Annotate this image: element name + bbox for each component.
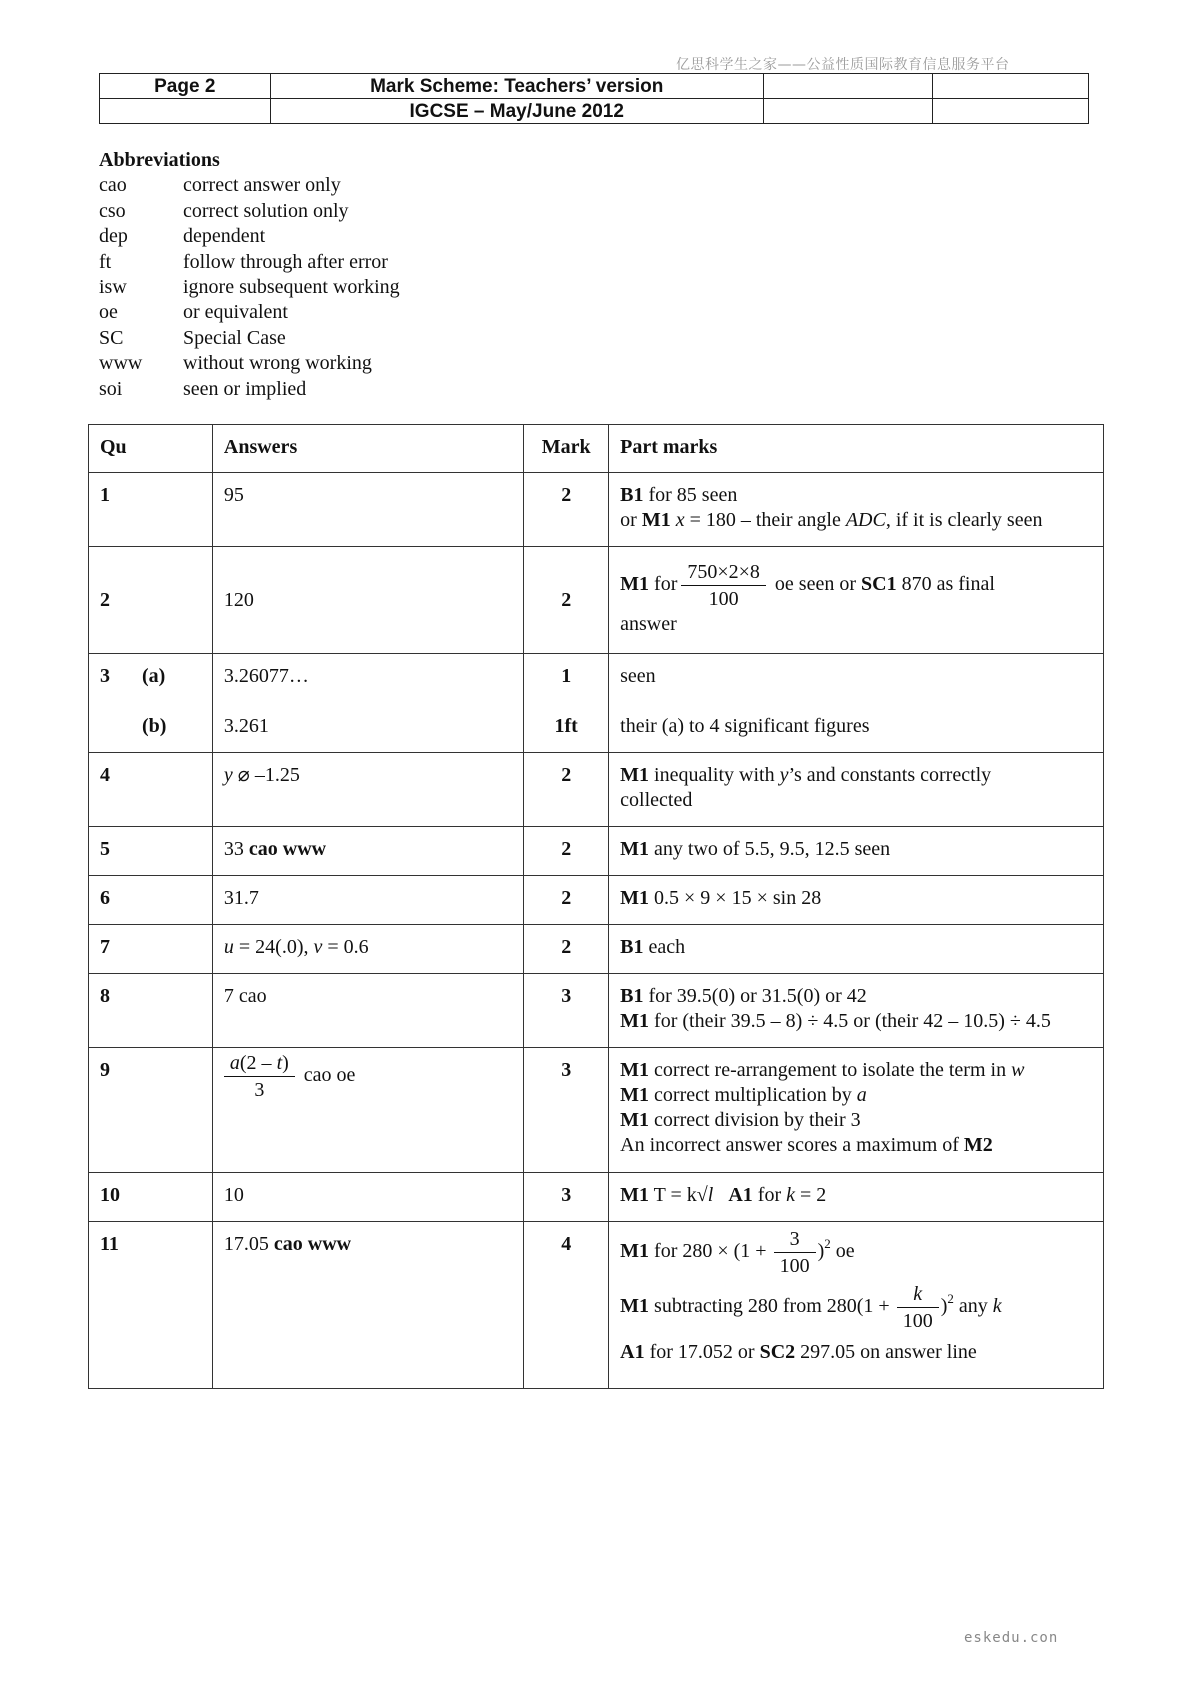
fraction-numerator	[224, 1050, 295, 1077]
table-row	[89, 876, 1104, 925]
exponent: 2	[947, 1291, 954, 1307]
answer-qualifier: cao www	[248, 838, 327, 860]
math-var: a	[229, 1052, 240, 1074]
part-text	[713, 1184, 728, 1206]
abbreviation-meaning: or equivalent	[183, 301, 288, 324]
math-var: k	[786, 1184, 796, 1206]
abbreviation-item	[99, 300, 400, 325]
mark-cell: 2	[524, 827, 609, 876]
part-text: for	[649, 573, 678, 596]
table-row	[89, 753, 1104, 827]
abbreviation-item	[99, 199, 400, 224]
abbreviation-code: oe	[99, 301, 118, 324]
part-text: = 2	[795, 1184, 827, 1206]
mark-code: M1	[620, 573, 650, 596]
abbreviation-code: isw	[99, 276, 127, 299]
exam-session: IGCSE – May/June 2012	[270, 99, 763, 124]
abbreviation-item	[99, 250, 400, 275]
abbreviation-code: soi	[99, 377, 123, 400]
mark-cell	[524, 654, 609, 753]
answer-cell	[212, 1048, 523, 1173]
answer-qualifier: cao oe	[298, 1064, 356, 1087]
mark-value: 1ft	[554, 715, 578, 737]
math-var: l	[707, 1184, 714, 1206]
mark-code: B1	[620, 936, 644, 958]
answer-value: 3.26077…	[223, 665, 309, 687]
paper-cell	[933, 74, 1089, 99]
math-var: w	[1011, 1059, 1025, 1081]
part-marks-cell	[609, 654, 1104, 753]
abbreviation-code: cso	[99, 199, 126, 222]
fraction-denominator: 100	[902, 1310, 933, 1332]
mark-cell: 2	[524, 925, 609, 974]
answer-cell	[212, 654, 523, 753]
question-number: 8	[89, 974, 213, 1048]
exponent: 2	[824, 1236, 831, 1252]
abbreviation-meaning: follow through after error	[183, 250, 388, 273]
question-number: 4	[89, 753, 213, 827]
page-label: Page 2	[100, 74, 271, 99]
part-text: = 180 – their angle	[684, 509, 846, 531]
part-text: An incorrect answer scores a maximum of	[620, 1134, 964, 1156]
abbreviation-code: SC	[99, 326, 124, 349]
abbreviation-meaning: ignore subsequent working	[183, 276, 400, 299]
part-text: )	[817, 1240, 825, 1263]
table-row	[89, 547, 1104, 654]
part-text: 870 as final	[896, 573, 995, 596]
abbreviation-item	[99, 351, 400, 376]
table-row	[89, 1048, 1104, 1173]
part-text: correct division by their 3	[649, 1109, 861, 1131]
abbreviation-code: dep	[99, 225, 128, 248]
answer-cell	[212, 753, 523, 827]
part-marks-cell	[609, 925, 1104, 974]
mark-code: SC1	[861, 573, 897, 596]
question-index: 3	[100, 665, 110, 687]
column-header-qu: Qu	[89, 425, 213, 473]
fraction-numerator	[897, 1281, 939, 1308]
math-var: y	[223, 764, 233, 786]
table-header-row	[89, 425, 1104, 473]
part-marks-cell	[609, 1048, 1104, 1173]
abbreviation-meaning: dependent	[183, 225, 266, 248]
mark-value: 1	[561, 665, 572, 687]
column-header-answers: Answers	[212, 425, 523, 473]
part-marks-cell	[609, 876, 1104, 925]
mark-code: M1	[620, 1184, 650, 1206]
part-text: , if it is clearly seen	[885, 509, 1043, 531]
answer-cell	[212, 827, 523, 876]
answer-cell: 95	[212, 473, 523, 547]
fraction	[224, 1050, 295, 1103]
part-marks-cell	[609, 473, 1104, 547]
abbreviation-meaning: correct solution only	[183, 199, 349, 222]
answer-qualifier: cao www	[273, 1233, 352, 1255]
subquestion-label: (a)	[142, 665, 166, 687]
part-text: for 17.052 or	[644, 1341, 760, 1363]
mark-cell: 2	[524, 876, 609, 925]
table-row	[89, 925, 1104, 974]
answer-cell: 10	[212, 1173, 523, 1222]
fraction-denominator: 100	[708, 588, 739, 610]
mark-code: M1	[620, 1109, 650, 1131]
header-empty-cell	[933, 99, 1089, 124]
part-text: subtracting 280 from 280(1 +	[649, 1295, 895, 1318]
math-var: y	[779, 764, 789, 786]
mark-cell: 3	[524, 974, 609, 1048]
question-number: 6	[89, 876, 213, 925]
table-row	[89, 1222, 1104, 1389]
part-text: correct re-arrangement to isolate the term in	[649, 1059, 1012, 1081]
question-number: 10	[89, 1173, 213, 1222]
mark-code: B1	[620, 484, 644, 506]
abbreviation-code: cao	[99, 174, 127, 197]
mark-scheme-table	[88, 424, 1104, 1389]
part-text: answer	[620, 613, 677, 635]
abbreviation-code: ft	[99, 250, 112, 273]
part-text: 0.5 × 9 × 15 × sin 28	[649, 887, 822, 909]
answer-value: = 0.6	[322, 936, 369, 958]
mark-code: M2	[963, 1134, 993, 1156]
part-text: for 39.5(0) or 31.5(0) or 42	[643, 985, 867, 1007]
abbreviation-item	[99, 224, 400, 249]
abbreviation-meaning: without wrong working	[183, 352, 372, 375]
part-marks-cell	[609, 974, 1104, 1048]
answer-cell	[212, 925, 523, 974]
part-text: for (their 39.5 – 8) ÷ 4.5 or (their 42 – 10.5) ÷ 4.5	[649, 1010, 1051, 1032]
header-empty-cell	[100, 99, 271, 124]
answer-value: 3.261	[223, 715, 269, 737]
abbreviations-title: Abbreviations	[99, 149, 220, 171]
watermark-top: 亿思科学生之家——公益性质国际教育信息服务平台	[676, 57, 1010, 73]
fraction-denominator: 3	[254, 1079, 265, 1101]
abbreviation-item	[99, 173, 400, 198]
math-var: t	[276, 1052, 283, 1074]
table-row	[89, 827, 1104, 876]
part-marks-cell	[609, 753, 1104, 827]
answer-cell: 120	[212, 547, 523, 654]
part-text: )	[940, 1295, 948, 1318]
part-text: each	[643, 936, 686, 958]
mark-code: M1	[620, 1059, 650, 1081]
part-text: correct multiplication by	[649, 1084, 857, 1106]
mark-code: M1	[620, 764, 650, 786]
part-text: inequality with	[649, 764, 780, 786]
part-text: 297.05 on answer line	[795, 1341, 977, 1363]
header-table	[99, 73, 1089, 124]
mark-cell: 3	[524, 1173, 609, 1222]
question-number	[89, 654, 213, 753]
column-header-part-marks: Part marks	[609, 425, 1104, 473]
part-text: seen	[620, 665, 656, 687]
question-number: 2	[89, 547, 213, 654]
part-text: oe	[830, 1240, 855, 1263]
mark-code: M1	[620, 1295, 650, 1318]
subquestion-label: (b)	[142, 715, 167, 737]
answer-value: ⌀ –1.25	[232, 764, 300, 786]
math-text: (2 –	[239, 1052, 277, 1074]
part-text: their (a) to 4 significant figures	[620, 715, 870, 737]
header-empty-cell	[763, 99, 932, 124]
part-text: for 280 × (1 +	[649, 1240, 772, 1263]
abbreviations-list	[99, 148, 400, 402]
question-number: 9	[89, 1048, 213, 1173]
part-text: for	[752, 1184, 787, 1206]
mark-code: M1	[620, 887, 650, 909]
abbreviation-item	[99, 377, 400, 402]
table-row	[89, 1173, 1104, 1222]
part-text: oe seen or	[769, 573, 861, 596]
math-var: k	[913, 1283, 923, 1305]
question-number: 7	[89, 925, 213, 974]
math-var: a	[856, 1084, 867, 1106]
mark-code: M1	[620, 1084, 650, 1106]
question-number: 1	[89, 473, 213, 547]
part-marks-cell	[609, 1173, 1104, 1222]
mark-code: M1	[641, 509, 671, 531]
watermark-bottom: eskedu.con	[964, 1630, 1059, 1646]
abbreviation-item	[99, 326, 400, 351]
part-marks-cell	[609, 827, 1104, 876]
mark-cell: 3	[524, 1048, 609, 1173]
part-text: for 85 seen	[643, 484, 738, 506]
part-text: collected	[620, 789, 693, 811]
math-var: k	[992, 1295, 1002, 1318]
mark-cell: 4	[524, 1222, 609, 1389]
mark-code: A1	[728, 1184, 753, 1206]
question-number: 11	[89, 1222, 213, 1389]
mark-code: B1	[620, 985, 644, 1007]
answer-value: = 24(.0),	[233, 936, 314, 958]
document-title: Mark Scheme: Teachers’ version	[270, 74, 763, 99]
fraction-denominator: 100	[779, 1255, 810, 1277]
abbreviation-item	[99, 275, 400, 300]
answer-cell: 7 cao	[212, 974, 523, 1048]
answer-value: 17.05	[223, 1233, 274, 1255]
mark-code: M1	[620, 838, 650, 860]
abbreviation-meaning: Special Case	[183, 326, 286, 349]
math-var: u	[223, 936, 234, 958]
math-var: ADC	[845, 509, 886, 531]
part-text: or	[620, 509, 642, 531]
math-text: )	[282, 1052, 289, 1074]
abbreviation-code: www	[99, 352, 143, 375]
mark-code: M1	[620, 1010, 650, 1032]
answer-cell: 31.7	[212, 876, 523, 925]
fraction	[681, 559, 766, 612]
part-text: any	[953, 1295, 993, 1318]
part-text: ’s and constants correctly	[788, 764, 992, 786]
mark-code: SC2	[759, 1341, 796, 1363]
mark-code: A1	[620, 1341, 645, 1363]
answer-cell	[212, 1222, 523, 1389]
fraction-numerator: 3	[774, 1226, 816, 1253]
mark-cell: 2	[524, 753, 609, 827]
syllabus-cell	[763, 74, 932, 99]
mark-cell: 2	[524, 473, 609, 547]
column-header-mark: Mark	[524, 425, 609, 473]
mark-cell: 2	[524, 547, 609, 654]
fraction-numerator: 750×2×8	[681, 559, 766, 586]
part-marks-cell	[609, 547, 1104, 654]
part-text: T = k√	[649, 1184, 708, 1206]
part-text: any two of 5.5, 9.5, 12.5 seen	[649, 838, 891, 860]
fraction	[774, 1226, 816, 1279]
abbreviation-meaning: correct answer only	[183, 174, 341, 197]
question-number: 5	[89, 827, 213, 876]
fraction	[897, 1281, 939, 1334]
abbreviation-meaning: seen or implied	[183, 377, 307, 400]
mark-code: M1	[620, 1240, 650, 1263]
table-row	[89, 654, 1104, 753]
math-var: v	[313, 936, 323, 958]
answer-value: 33	[223, 838, 249, 860]
table-row	[89, 974, 1104, 1048]
part-marks-cell	[609, 1222, 1104, 1389]
math-var: x	[675, 509, 685, 531]
table-row	[89, 473, 1104, 547]
